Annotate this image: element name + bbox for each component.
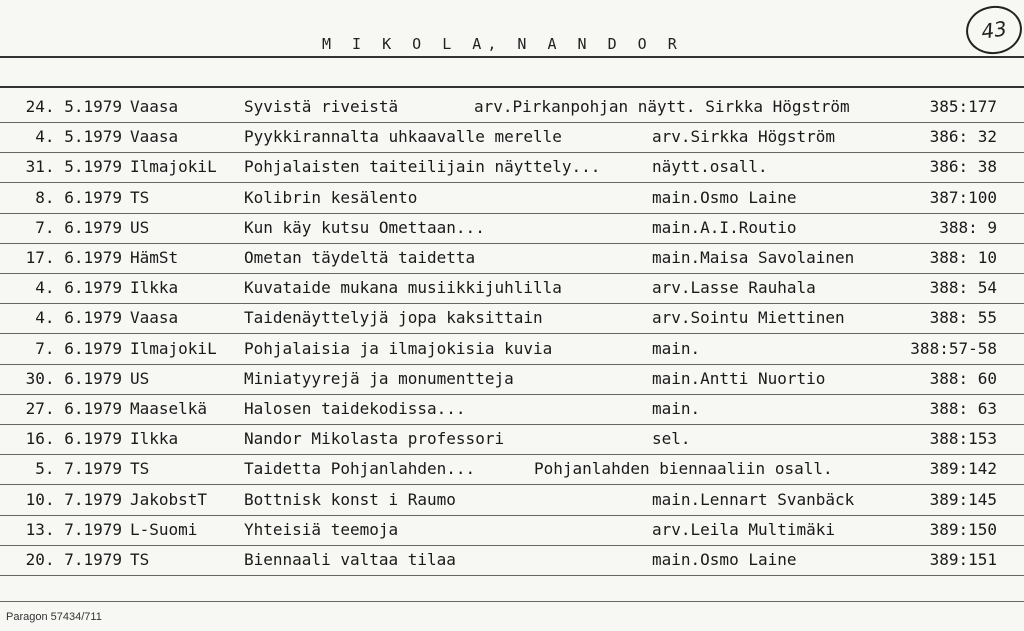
entry-title: Taidetta Pohjanlahden...: [244, 459, 476, 479]
table-row: [0, 516, 1024, 546]
entry-newspaper: Vaasa: [130, 127, 179, 147]
header-divider-2: [0, 86, 1024, 88]
entry-reference: 389:142: [929, 459, 997, 479]
table-row: [0, 93, 1024, 123]
entry-date: 17. 6.1979: [25, 248, 122, 267]
entry-newspaper: L-Suomi: [130, 519, 198, 539]
entry-author: main.Osmo Laine: [652, 187, 797, 207]
entry-author: main.Antti Nuortio: [652, 368, 826, 388]
printer-imprint: Paragon 57434/711: [6, 611, 102, 623]
entry-author: arv.Pirkanpohjan näytt. Sirkka Högström: [474, 97, 850, 116]
bottom-divider: [0, 601, 1024, 602]
entry-reference: 388: 9: [939, 217, 997, 237]
entry-date: 4. 5.1979: [35, 127, 122, 147]
table-row: [0, 335, 1024, 365]
entry-date: 13. 7.1979: [25, 519, 122, 539]
entry-date: 8. 6.1979: [35, 187, 122, 207]
entry-date: 5. 7.1979: [35, 459, 122, 479]
entry-author: arv.Lasse Rauhala: [652, 278, 816, 298]
entry-title: Miniatyyrejä ja monumentteja: [244, 368, 514, 388]
entry-newspaper: TS: [130, 187, 150, 207]
entry-date: 30. 6.1979: [25, 368, 122, 388]
table-row: [0, 455, 1024, 485]
entry-title: Syvistä riveistä: [244, 97, 399, 116]
entry-title: Biennaali valtaa tilaa: [244, 550, 456, 569]
table-row: [0, 244, 1024, 274]
table-row: [0, 304, 1024, 334]
header-divider: [0, 56, 1024, 58]
entry-date: 20. 7.1979: [25, 550, 122, 569]
table-row: [0, 486, 1024, 516]
entry-date: 7. 6.1979: [35, 338, 122, 358]
table-row: [0, 153, 1024, 183]
entry-title: Nandor Mikolasta professori: [244, 429, 505, 449]
entry-author: sel.: [652, 429, 691, 449]
entry-reference: 388:153: [929, 429, 997, 449]
entry-author: näytt.osall.: [652, 157, 768, 177]
table-row: [0, 425, 1024, 455]
row-divider: [0, 575, 1024, 576]
table-row: [0, 546, 1024, 576]
entry-author: main.Osmo Laine: [652, 550, 797, 569]
entry-newspaper: IlmajokiL: [130, 338, 217, 358]
entry-date: 10. 7.1979: [25, 489, 122, 509]
entry-title: Kun käy kutsu Omettaan...: [244, 217, 485, 237]
entry-newspaper: JakobstT: [130, 489, 208, 509]
entry-author: arv.Leila Multimäki: [652, 519, 836, 539]
entry-date: 24. 5.1979: [25, 97, 122, 116]
table-row: [0, 274, 1024, 304]
entry-title: Kuvataide mukana musiikkijuhlilla: [244, 278, 562, 298]
entry-author: main.Maisa Savolainen: [652, 248, 855, 267]
entry-newspaper: Ilkka: [130, 429, 179, 449]
entry-date: 31. 5.1979: [25, 157, 122, 177]
table-row: [0, 395, 1024, 425]
entry-newspaper: US: [130, 217, 150, 237]
entry-title: Taidenäyttelyjä jopa kaksittain: [244, 308, 543, 328]
entry-reference: 388:57-58: [910, 338, 997, 358]
entry-reference: 388: 54: [929, 278, 997, 298]
entry-author: main.Lennart Svanbäck: [652, 489, 855, 509]
entry-reference: 389:151: [929, 550, 997, 569]
entry-reference: 387:100: [929, 187, 997, 207]
entry-author: main.: [652, 338, 701, 358]
entry-reference: 386: 32: [929, 127, 997, 147]
entry-reference: 388: 60: [929, 368, 997, 388]
entry-reference: 389:145: [929, 489, 997, 509]
entry-reference: 385:177: [929, 97, 997, 116]
entry-newspaper: HämSt: [130, 248, 179, 267]
entry-title: Bottnisk konst i Raumo: [244, 489, 456, 509]
entry-title: Kolibrin kesälento: [244, 187, 418, 207]
entry-title: Ometan täydeltä taidetta: [244, 248, 476, 267]
entry-title: Halosen taidekodissa...: [244, 399, 466, 418]
entry-author: arv.Sirkka Högström: [652, 127, 836, 147]
entry-title: Pyykkirannalta uhkaavalle merelle: [244, 127, 562, 147]
entry-newspaper: IlmajokiL: [130, 157, 217, 177]
entry-author: main.: [652, 399, 701, 418]
entry-newspaper: TS: [130, 459, 150, 479]
table-row: [0, 123, 1024, 153]
entry-date: 4. 6.1979: [35, 278, 122, 298]
entry-newspaper: Vaasa: [130, 97, 179, 116]
entry-date: 27. 6.1979: [25, 399, 122, 418]
entry-date: 4. 6.1979: [35, 308, 122, 328]
entry-newspaper: Ilkka: [130, 278, 179, 298]
entry-author: Pohjanlahden biennaaliin osall.: [534, 459, 833, 479]
table-row: [0, 184, 1024, 214]
entry-newspaper: Maaselkä: [130, 399, 208, 418]
entry-author: arv.Sointu Miettinen: [652, 308, 845, 328]
entry-title: Pohjalaisia ja ilmajokisia kuvia: [244, 338, 553, 358]
entry-newspaper: TS: [130, 550, 150, 569]
entry-reference: 388: 63: [929, 399, 997, 418]
card-title: M I K O L A, N A N D O R: [322, 35, 683, 53]
entry-date: 16. 6.1979: [25, 429, 122, 449]
entry-newspaper: Vaasa: [130, 308, 179, 328]
entry-newspaper: US: [130, 368, 150, 388]
table-row: [0, 214, 1024, 244]
page-number-circle: 43: [963, 2, 1024, 57]
entry-reference: 386: 38: [929, 157, 997, 177]
entry-title: Pohjalaisten taiteilijain näyttely...: [244, 157, 601, 177]
table-row: [0, 365, 1024, 395]
entry-reference: 388: 55: [929, 308, 997, 328]
entry-reference: 389:150: [929, 519, 997, 539]
entry-reference: 388: 10: [929, 248, 997, 267]
entry-title: Yhteisiä teemoja: [244, 519, 399, 539]
entry-author: main.A.I.Routio: [652, 217, 797, 237]
entry-date: 7. 6.1979: [35, 217, 122, 237]
